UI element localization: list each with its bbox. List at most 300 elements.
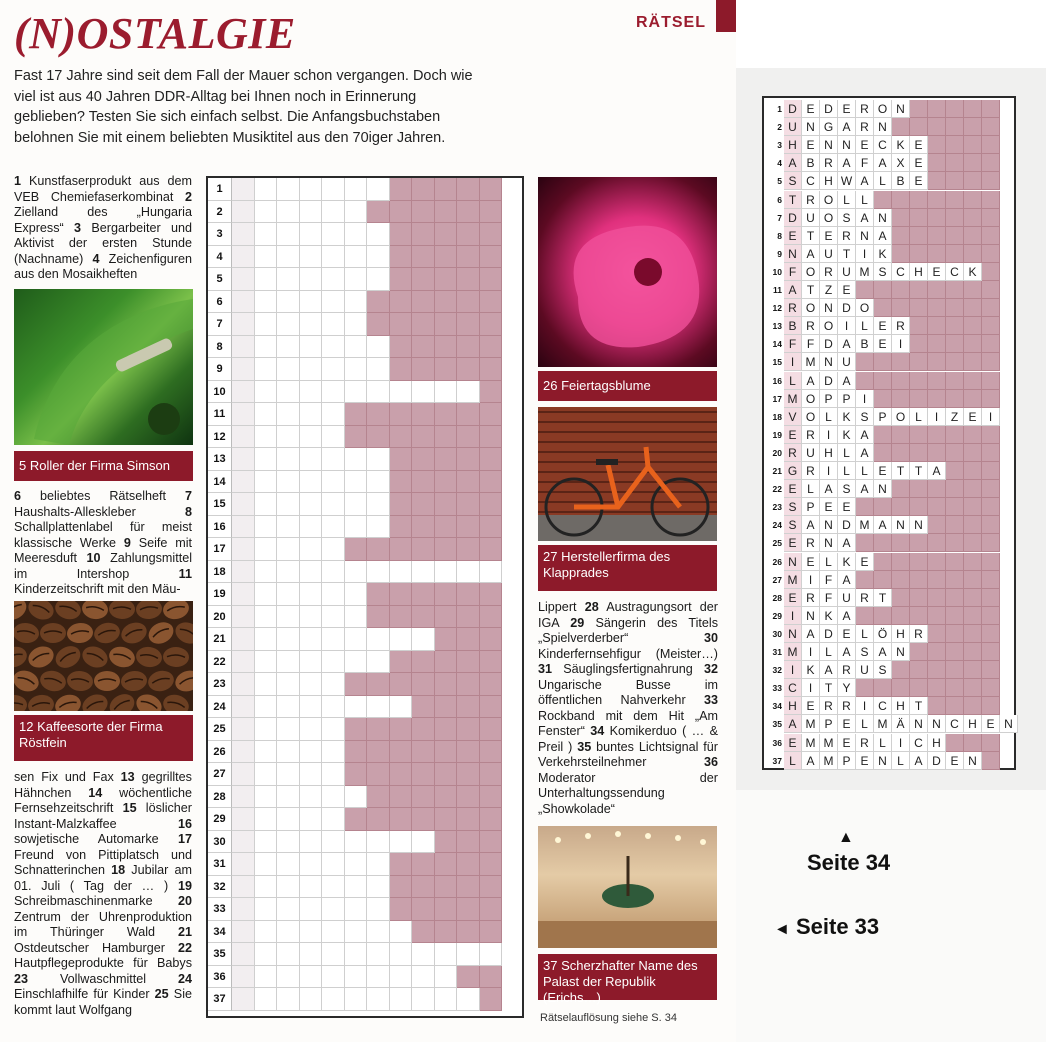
grid-cell[interactable] xyxy=(255,426,278,449)
grid-cell[interactable] xyxy=(457,561,480,584)
grid-cell[interactable] xyxy=(232,606,255,629)
grid-cell[interactable] xyxy=(232,538,255,561)
grid-cell[interactable] xyxy=(367,696,390,719)
grid-cell[interactable] xyxy=(300,741,323,764)
grid-cell[interactable] xyxy=(277,493,300,516)
grid-cell[interactable] xyxy=(232,651,255,674)
solution-block xyxy=(928,172,946,190)
grid-cell[interactable] xyxy=(322,853,345,876)
solution-letter: A xyxy=(856,480,874,498)
grid-cell[interactable] xyxy=(277,876,300,899)
grid-cell[interactable] xyxy=(345,471,368,494)
grid-cell[interactable] xyxy=(300,876,323,899)
grid-cell[interactable] xyxy=(322,876,345,899)
grid-cell[interactable] xyxy=(277,763,300,786)
grid-cell[interactable] xyxy=(367,966,390,989)
grid-cell[interactable] xyxy=(255,246,278,269)
grid-cell[interactable] xyxy=(255,223,278,246)
grid-cell[interactable] xyxy=(255,651,278,674)
nav-page-34[interactable]: Seite 34 xyxy=(807,850,891,875)
solution-letter: D xyxy=(784,100,802,118)
grid-cell[interactable] xyxy=(300,786,323,809)
grid-cell[interactable] xyxy=(345,966,368,989)
grid-cell[interactable] xyxy=(232,471,255,494)
grid-cell[interactable] xyxy=(255,898,278,921)
grid-cell[interactable] xyxy=(435,988,458,1011)
solution-letter: M xyxy=(784,571,802,589)
grid-cell[interactable] xyxy=(277,831,300,854)
grid-cell[interactable] xyxy=(232,448,255,471)
grid-cell[interactable] xyxy=(300,516,323,539)
grid-cell[interactable] xyxy=(367,246,390,269)
grid-cell[interactable] xyxy=(277,898,300,921)
grid-cell[interactable] xyxy=(277,201,300,224)
grid-cell[interactable] xyxy=(300,673,323,696)
solution-letter: H xyxy=(892,697,910,715)
grid-block xyxy=(412,313,435,336)
grid-cell[interactable] xyxy=(300,448,323,471)
grid-cell[interactable] xyxy=(277,336,300,359)
grid-cell[interactable] xyxy=(300,966,323,989)
grid-cell[interactable] xyxy=(277,381,300,404)
solution-row xyxy=(764,209,1014,227)
grid-cell[interactable] xyxy=(367,943,390,966)
grid-cell[interactable] xyxy=(232,583,255,606)
grid-cell[interactable] xyxy=(277,696,300,719)
grid-cell[interactable] xyxy=(232,426,255,449)
grid-cell[interactable] xyxy=(390,943,413,966)
grid-block xyxy=(345,763,368,786)
grid-cell[interactable] xyxy=(345,358,368,381)
grid-cell[interactable] xyxy=(345,606,368,629)
grid-cell[interactable] xyxy=(300,606,323,629)
grid-cell[interactable] xyxy=(300,223,323,246)
grid-cell[interactable] xyxy=(255,493,278,516)
grid-cell[interactable] xyxy=(232,943,255,966)
grid-cell[interactable] xyxy=(345,313,368,336)
grid-cell[interactable] xyxy=(255,673,278,696)
grid-cell[interactable] xyxy=(232,246,255,269)
grid-cell[interactable] xyxy=(232,336,255,359)
grid-cell[interactable] xyxy=(232,898,255,921)
grid-cell[interactable] xyxy=(345,921,368,944)
grid-cell[interactable] xyxy=(345,898,368,921)
grid-cell[interactable] xyxy=(232,403,255,426)
grid-cell[interactable] xyxy=(232,763,255,786)
grid-cell[interactable] xyxy=(367,178,390,201)
grid-cell[interactable] xyxy=(322,403,345,426)
grid-block xyxy=(480,808,503,831)
grid-cell[interactable] xyxy=(255,966,278,989)
grid-cell[interactable] xyxy=(300,336,323,359)
grid-block xyxy=(390,808,413,831)
grid-cell[interactable] xyxy=(255,876,278,899)
nav-page-33[interactable]: ◄ Seite 33 xyxy=(774,914,880,939)
grid-cell[interactable] xyxy=(412,943,435,966)
solution-letter: L xyxy=(874,172,892,190)
grid-cell[interactable] xyxy=(345,628,368,651)
solution-row xyxy=(764,408,1014,426)
grid-cell[interactable] xyxy=(345,943,368,966)
grid-cell[interactable] xyxy=(367,831,390,854)
solution-block xyxy=(964,390,982,408)
grid-cell[interactable] xyxy=(300,921,323,944)
grid-cell[interactable] xyxy=(367,988,390,1011)
grid-cell[interactable] xyxy=(345,381,368,404)
grid-cell[interactable] xyxy=(367,381,390,404)
grid-cell[interactable] xyxy=(322,493,345,516)
grid-cell[interactable] xyxy=(322,223,345,246)
grid-cell[interactable] xyxy=(300,291,323,314)
grid-cell[interactable] xyxy=(255,741,278,764)
grid-cell[interactable] xyxy=(345,651,368,674)
grid-cell[interactable] xyxy=(277,516,300,539)
grid-cell[interactable] xyxy=(322,313,345,336)
grid-cell[interactable] xyxy=(345,583,368,606)
grid-cell[interactable] xyxy=(412,966,435,989)
grid-cell[interactable] xyxy=(435,381,458,404)
grid-cell[interactable] xyxy=(277,583,300,606)
grid-cell[interactable] xyxy=(322,178,345,201)
grid-cell[interactable] xyxy=(367,898,390,921)
solution-letter: E xyxy=(946,752,964,770)
grid-cell[interactable] xyxy=(232,223,255,246)
grid-cell[interactable] xyxy=(345,268,368,291)
grid-cell[interactable] xyxy=(345,178,368,201)
grid-cell[interactable] xyxy=(232,268,255,291)
grid-cell[interactable] xyxy=(277,246,300,269)
grid-cell[interactable] xyxy=(435,966,458,989)
grid-cell[interactable] xyxy=(345,561,368,584)
grid-cell[interactable] xyxy=(232,313,255,336)
grid-cell[interactable] xyxy=(367,651,390,674)
grid-cell[interactable] xyxy=(277,673,300,696)
grid-cell[interactable] xyxy=(300,538,323,561)
grid-cell[interactable] xyxy=(255,988,278,1011)
grid-cell[interactable] xyxy=(322,696,345,719)
grid-cell[interactable] xyxy=(300,583,323,606)
grid-cell[interactable] xyxy=(232,876,255,899)
grid-cell[interactable] xyxy=(390,966,413,989)
grid-cell[interactable] xyxy=(255,178,278,201)
grid-cell[interactable] xyxy=(300,403,323,426)
solution-letter: N xyxy=(874,480,892,498)
grid-cell[interactable] xyxy=(300,651,323,674)
grid-cell[interactable] xyxy=(277,403,300,426)
grid-cell[interactable] xyxy=(232,966,255,989)
grid-cell[interactable] xyxy=(345,336,368,359)
grid-cell[interactable] xyxy=(300,178,323,201)
grid-cell[interactable] xyxy=(277,718,300,741)
grid-cell[interactable] xyxy=(255,831,278,854)
grid-cell[interactable] xyxy=(300,831,323,854)
grid-cell[interactable] xyxy=(255,763,278,786)
grid-cell[interactable] xyxy=(277,268,300,291)
grid-cell[interactable] xyxy=(322,786,345,809)
grid-cell[interactable] xyxy=(232,381,255,404)
grid-cell[interactable] xyxy=(300,493,323,516)
grid-cell[interactable] xyxy=(255,313,278,336)
grid-cell[interactable] xyxy=(300,718,323,741)
grid-cell[interactable] xyxy=(367,561,390,584)
grid-cell[interactable] xyxy=(300,628,323,651)
grid-cell[interactable] xyxy=(232,628,255,651)
grid-cell[interactable] xyxy=(300,426,323,449)
grid-cell[interactable] xyxy=(300,853,323,876)
grid-cell[interactable] xyxy=(277,786,300,809)
grid-cell[interactable] xyxy=(322,201,345,224)
grid-cell[interactable] xyxy=(232,178,255,201)
grid-cell[interactable] xyxy=(412,831,435,854)
grid-cell[interactable] xyxy=(255,448,278,471)
grid-cell[interactable] xyxy=(457,381,480,404)
grid-row xyxy=(208,606,522,629)
grid-cell[interactable] xyxy=(345,246,368,269)
grid-cell[interactable] xyxy=(390,628,413,651)
solution-letter: S xyxy=(838,209,856,227)
grid-cell[interactable] xyxy=(255,336,278,359)
grid-cell[interactable] xyxy=(277,651,300,674)
grid-cell[interactable] xyxy=(277,921,300,944)
grid-cell[interactable] xyxy=(277,808,300,831)
grid-cell[interactable] xyxy=(435,943,458,966)
grid-cell[interactable] xyxy=(412,381,435,404)
grid-cell[interactable] xyxy=(277,561,300,584)
grid-cell[interactable] xyxy=(232,741,255,764)
grid-cell[interactable] xyxy=(322,718,345,741)
grid-cell[interactable] xyxy=(277,178,300,201)
grid-cell[interactable] xyxy=(367,921,390,944)
grid-cell[interactable] xyxy=(480,561,503,584)
grid-cell[interactable] xyxy=(367,223,390,246)
grid-cell[interactable] xyxy=(300,988,323,1011)
grid-row xyxy=(208,988,522,1011)
grid-cell[interactable] xyxy=(300,268,323,291)
grid-cell[interactable] xyxy=(367,493,390,516)
grid-row xyxy=(208,853,522,876)
grid-cell[interactable] xyxy=(300,246,323,269)
grid-cell[interactable] xyxy=(345,876,368,899)
grid-cell[interactable] xyxy=(322,448,345,471)
grid-cell[interactable] xyxy=(300,943,323,966)
grid-cell[interactable] xyxy=(232,831,255,854)
grid-cell[interactable] xyxy=(390,988,413,1011)
grid-cell[interactable] xyxy=(300,808,323,831)
grid-cell[interactable] xyxy=(322,471,345,494)
grid-cell[interactable] xyxy=(322,606,345,629)
solution-row xyxy=(764,227,1014,245)
grid-cell[interactable] xyxy=(300,381,323,404)
grid-cell[interactable] xyxy=(322,583,345,606)
grid-cell[interactable] xyxy=(322,943,345,966)
grid-cell[interactable] xyxy=(435,561,458,584)
grid-cell[interactable] xyxy=(322,538,345,561)
grid-cell[interactable] xyxy=(322,291,345,314)
solution-letter: D xyxy=(820,335,838,353)
grid-cell[interactable] xyxy=(255,268,278,291)
solution-letter: E xyxy=(802,100,820,118)
grid-cell[interactable] xyxy=(322,741,345,764)
solution-row-number: 5 xyxy=(777,176,782,187)
grid-cell[interactable] xyxy=(232,673,255,696)
grid-cell[interactable] xyxy=(322,763,345,786)
grid-cell[interactable] xyxy=(322,921,345,944)
grid-cell[interactable] xyxy=(345,831,368,854)
grid-cell[interactable] xyxy=(232,786,255,809)
grid-cell[interactable] xyxy=(277,223,300,246)
grid-cell[interactable] xyxy=(345,448,368,471)
grid-cell[interactable] xyxy=(277,426,300,449)
grid-cell[interactable] xyxy=(300,763,323,786)
grid-cell[interactable] xyxy=(232,988,255,1011)
grid-cell[interactable] xyxy=(277,628,300,651)
grid-cell[interactable] xyxy=(322,426,345,449)
grid-cell[interactable] xyxy=(232,358,255,381)
grid-cell[interactable] xyxy=(255,538,278,561)
grid-cell[interactable] xyxy=(300,696,323,719)
grid-cell[interactable] xyxy=(255,718,278,741)
grid-cell[interactable] xyxy=(345,516,368,539)
grid-cell[interactable] xyxy=(322,988,345,1011)
grid-cell[interactable] xyxy=(322,831,345,854)
grid-cell[interactable] xyxy=(322,808,345,831)
grid-cell[interactable] xyxy=(277,988,300,1011)
grid-cell[interactable] xyxy=(367,853,390,876)
solution-block xyxy=(946,172,964,190)
grid-cell[interactable] xyxy=(232,561,255,584)
grid-cell[interactable] xyxy=(345,696,368,719)
solution-letter: L xyxy=(856,462,874,480)
grid-cell[interactable] xyxy=(345,291,368,314)
grid-cell[interactable] xyxy=(300,201,323,224)
grid-cell[interactable] xyxy=(322,246,345,269)
grid-cell[interactable] xyxy=(390,921,413,944)
grid-cell[interactable] xyxy=(255,853,278,876)
grid-cell[interactable] xyxy=(232,696,255,719)
grid-cell[interactable] xyxy=(322,336,345,359)
grid-cell[interactable] xyxy=(255,471,278,494)
grid-cell[interactable] xyxy=(277,313,300,336)
grid-cell[interactable] xyxy=(232,718,255,741)
grid-cell[interactable] xyxy=(277,853,300,876)
grid-cell[interactable] xyxy=(412,988,435,1011)
grid-cell[interactable] xyxy=(300,471,323,494)
grid-cell[interactable] xyxy=(480,943,503,966)
grid-cell[interactable] xyxy=(322,673,345,696)
grid-cell[interactable] xyxy=(367,448,390,471)
grid-cell[interactable] xyxy=(345,786,368,809)
nav-up-arrow[interactable]: ▲ xyxy=(838,829,854,846)
grid-cell[interactable] xyxy=(255,201,278,224)
grid-cell[interactable] xyxy=(277,943,300,966)
grid-cell[interactable] xyxy=(367,336,390,359)
grid-cell[interactable] xyxy=(255,403,278,426)
grid-cell[interactable] xyxy=(367,471,390,494)
grid-cell[interactable] xyxy=(255,808,278,831)
grid-cell[interactable] xyxy=(255,696,278,719)
grid-cell[interactable] xyxy=(255,786,278,809)
grid-cell[interactable] xyxy=(300,358,323,381)
grid-cell[interactable] xyxy=(232,516,255,539)
grid-cell[interactable] xyxy=(277,448,300,471)
grid-cell[interactable] xyxy=(232,921,255,944)
grid-cell[interactable] xyxy=(412,561,435,584)
grid-cell[interactable] xyxy=(277,538,300,561)
grid-cell[interactable] xyxy=(412,628,435,651)
grid-cell[interactable] xyxy=(255,381,278,404)
grid-cell[interactable] xyxy=(345,493,368,516)
grid-cell[interactable] xyxy=(390,381,413,404)
grid-cell[interactable] xyxy=(255,291,278,314)
grid-cell[interactable] xyxy=(232,493,255,516)
grid-cell[interactable] xyxy=(345,988,368,1011)
grid-cell[interactable] xyxy=(367,516,390,539)
grid-cell[interactable] xyxy=(255,628,278,651)
grid-cell[interactable] xyxy=(322,268,345,291)
grid-row xyxy=(208,336,522,359)
solution-block xyxy=(982,625,1000,643)
grid-cell[interactable] xyxy=(277,291,300,314)
grid-cell[interactable] xyxy=(345,853,368,876)
grid-cell[interactable] xyxy=(322,561,345,584)
grid-cell[interactable] xyxy=(345,201,368,224)
grid-cell[interactable] xyxy=(277,966,300,989)
grid-cell[interactable] xyxy=(345,223,368,246)
grid-cell[interactable] xyxy=(232,291,255,314)
grid-cell[interactable] xyxy=(367,628,390,651)
grid-cell[interactable] xyxy=(322,651,345,674)
grid-cell[interactable] xyxy=(300,561,323,584)
grid-cell[interactable] xyxy=(232,853,255,876)
grid-cell[interactable] xyxy=(232,201,255,224)
grid-cell[interactable] xyxy=(457,943,480,966)
grid-cell[interactable] xyxy=(322,966,345,989)
solution-block xyxy=(910,353,928,371)
grid-cell[interactable] xyxy=(322,358,345,381)
grid-cell[interactable] xyxy=(255,606,278,629)
grid-cell[interactable] xyxy=(255,358,278,381)
grid-cell[interactable] xyxy=(367,268,390,291)
grid-cell[interactable] xyxy=(300,313,323,336)
grid-cell[interactable] xyxy=(367,876,390,899)
grid-cell[interactable] xyxy=(232,808,255,831)
solution-block xyxy=(982,227,1000,245)
grid-cell[interactable] xyxy=(390,561,413,584)
grid-cell[interactable] xyxy=(322,628,345,651)
grid-cell[interactable] xyxy=(277,471,300,494)
grid-block xyxy=(457,628,480,651)
grid-cell[interactable] xyxy=(255,921,278,944)
grid-cell[interactable] xyxy=(255,516,278,539)
grid-cell[interactable] xyxy=(255,583,278,606)
grid-cell[interactable] xyxy=(277,741,300,764)
grid-cell[interactable] xyxy=(322,381,345,404)
grid-cell[interactable] xyxy=(255,561,278,584)
grid-cell[interactable] xyxy=(367,358,390,381)
grid-block xyxy=(412,448,435,471)
grid-cell[interactable] xyxy=(300,898,323,921)
grid-cell[interactable] xyxy=(390,831,413,854)
grid-cell[interactable] xyxy=(390,696,413,719)
grid-cell[interactable] xyxy=(457,988,480,1011)
solution-block xyxy=(946,209,964,227)
solution-letter: E xyxy=(802,697,820,715)
grid-cell[interactable] xyxy=(277,358,300,381)
grid-cell[interactable] xyxy=(277,606,300,629)
grid-cell[interactable] xyxy=(322,516,345,539)
grid-cell[interactable] xyxy=(255,943,278,966)
grid-cell[interactable] xyxy=(322,898,345,921)
